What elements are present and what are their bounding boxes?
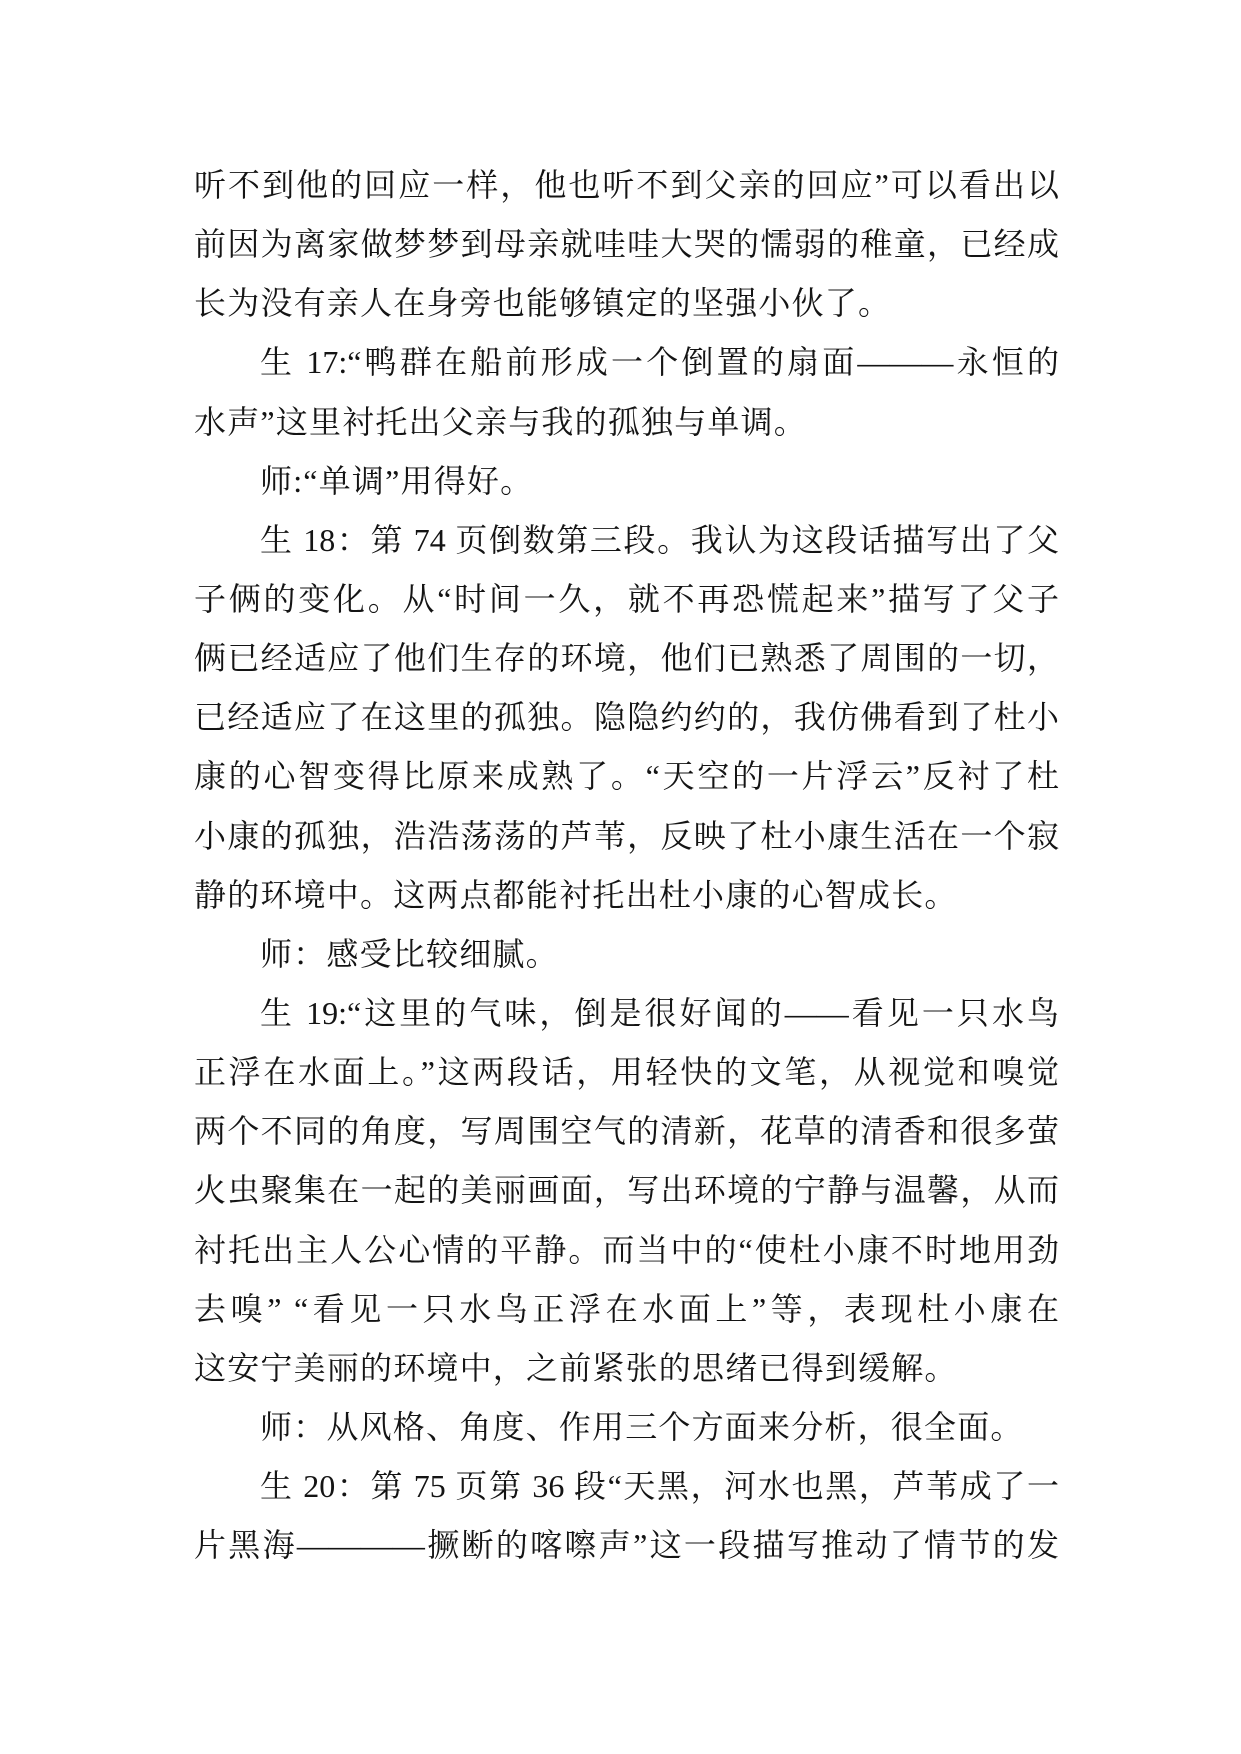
text-line: 去嗅” “看见一只水鸟正浮在水面上”等，表现杜小康在 <box>194 1290 1059 1327</box>
text-line: 生 17:“鸭群在船前形成一个倒置的扇面———永恒的 <box>260 344 1059 381</box>
text-line: 生 20：第 75 页第 36 段“天黑，河水也黑，芦苇成了一 <box>260 1468 1059 1505</box>
paragraph-student-19 <box>194 984 1059 1398</box>
paragraph-student-20 <box>194 1457 1059 1575</box>
text-line: 前因为离家做梦梦到母亲就哇哇大哭的懦弱的稚童，已经成 <box>194 226 1059 263</box>
text-line: 俩已经适应了他们生存的环境，他们已熟悉了周围的一切， <box>194 640 1059 677</box>
text-line: 两个不同的角度，写周围空气的清新，花草的清香和很多萤 <box>194 1113 1059 1150</box>
text-line: 正浮在水面上。”这两段话，用轻快的文笔，从视觉和嗅觉 <box>194 1054 1059 1091</box>
text-line: 康的心智变得比原来成熟了。“天空的一片浮云”反衬了杜 <box>194 758 1059 795</box>
body-text <box>194 156 1059 1575</box>
text-line: 长为没有亲人在身旁也能够镇定的坚强小伙了。 <box>194 285 892 322</box>
text-line: 水声”这里衬托出父亲与我的孤独与单调。 <box>194 403 808 440</box>
paragraph-student-17 <box>194 333 1059 451</box>
text-line: 师：从风格、角度、作用三个方面来分析，很全面。 <box>260 1408 1024 1445</box>
paragraph-teacher-comment <box>194 1398 1059 1457</box>
paragraph-student-18 <box>194 511 1059 925</box>
paragraph-continuation <box>194 156 1059 333</box>
text-line: 静的环境中。这两点都能衬托出杜小康的心智成长。 <box>194 876 958 913</box>
paragraph-teacher-comment <box>194 925 1059 984</box>
text-line: 小康的孤独，浩浩荡荡的芦苇，反映了杜小康生活在一个寂 <box>194 817 1059 854</box>
text-line: 火虫聚集在一起的美丽画面，写出环境的宁静与温馨，从而 <box>194 1172 1059 1209</box>
text-line: 师：感受比较细腻。 <box>260 935 559 972</box>
text-line: 师:“单调”用得好。 <box>260 462 534 499</box>
text-line: 衬托出主人公心情的平静。而当中的“使杜小康不时地用劲 <box>194 1231 1059 1268</box>
text-line: 这安宁美丽的环境中，之前紧张的思绪已得到缓解。 <box>194 1349 958 1386</box>
text-line: 已经适应了在这里的孤独。隐隐约约的，我仿佛看到了杜小 <box>194 699 1059 736</box>
text-line: 生 18：第 74 页倒数第三段。我认为这段话描写出了父 <box>260 521 1059 558</box>
text-line: 生 19:“这里的气味，倒是很好闻的——看见一只水鸟 <box>260 994 1059 1031</box>
paragraph-teacher-comment <box>194 452 1059 511</box>
text-line: 听不到他的回应一样，他也听不到父亲的回应”可以看出以 <box>194 167 1059 203</box>
text-line: 片黑海————撅断的喀嚓声”这一段描写推动了情节的发 <box>194 1527 1059 1564</box>
text-line: 子俩的变化。从“时间一久，就不再恐慌起来”描写了父子 <box>194 580 1059 617</box>
